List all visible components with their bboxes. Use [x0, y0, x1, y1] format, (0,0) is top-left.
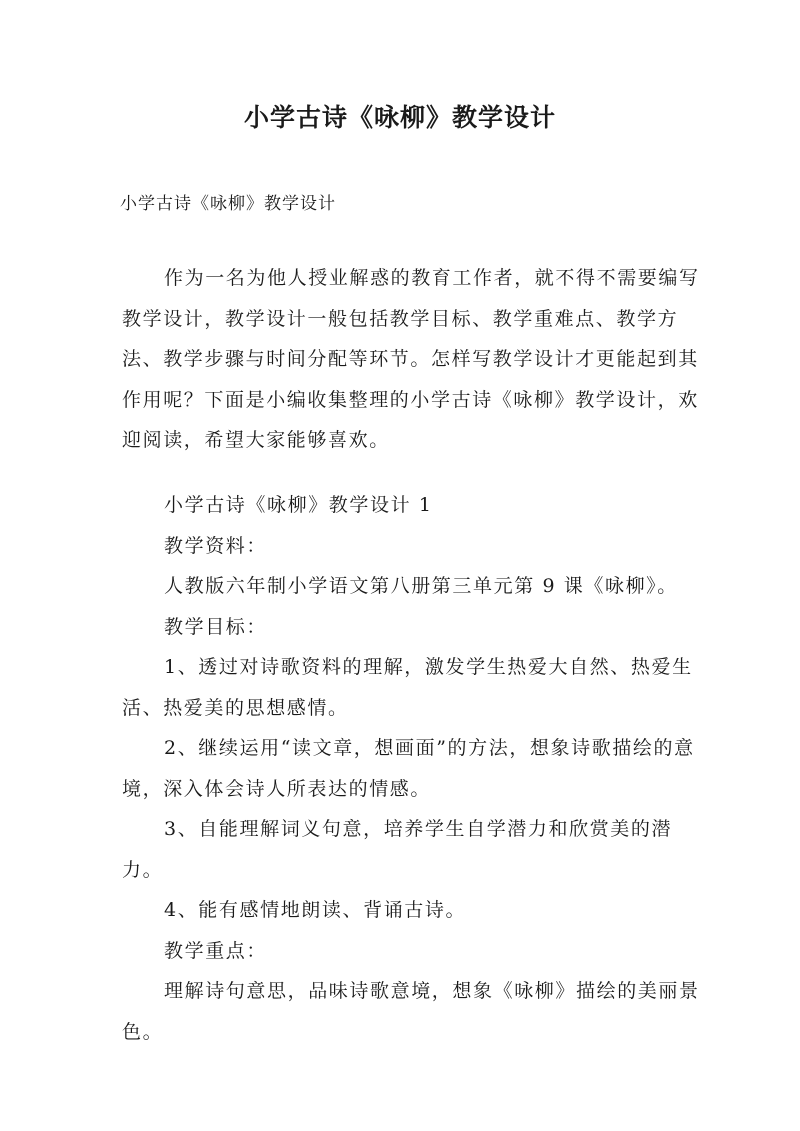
lesson-section: [122, 485, 702, 1052]
document-title: 小学古诗《咏柳》教学设计: [243, 103, 556, 132]
intro-paragraph: 作为一名为他人授业解惑的教育工作者，就不得不需要编写教学设计，教学设计一般包括教学目标、教学重难点、教学方法、教学步骤与时间分配等环节。怎样写教学设计才更能起到其作用呢？下面是小编收集整理的小学古诗《咏柳》教学设计，欢迎阅读，希望大家能够喜欢。: [122, 267, 700, 451]
key-points-text: 理解诗句意思，品味诗歌意境，想象《咏柳》描绘的美丽景色。: [122, 980, 700, 1043]
goal-item: 2、继续运用“读文章，想画面”的方法，想象诗歌描绘的意境，深入体会诗人所表达的情感。: [122, 737, 695, 800]
document-subtitle: 小学古诗《咏柳》教学设计: [120, 194, 336, 214]
materials-label: 教学资料：: [164, 534, 268, 557]
goal-item: 4、能有感情地朗读、背诵古诗。: [164, 899, 467, 921]
goal-item: 3、自能理解词义句意，培养学生自学潜力和欣赏美的潜力。: [122, 818, 673, 881]
goal-item: 1、透过对诗歌资料的理解，激发学生热爱大自然、热爱生活、热爱美的思想感情。: [122, 656, 693, 719]
key-points-label: 教学重点：: [164, 939, 268, 962]
goals-label: 教学目标：: [164, 615, 268, 638]
section-heading: 小学古诗《咏柳》教学设计 1: [164, 494, 433, 516]
materials-text: 人教版六年制小学语文第八册第三单元第 9 课《咏柳》。: [164, 575, 678, 597]
